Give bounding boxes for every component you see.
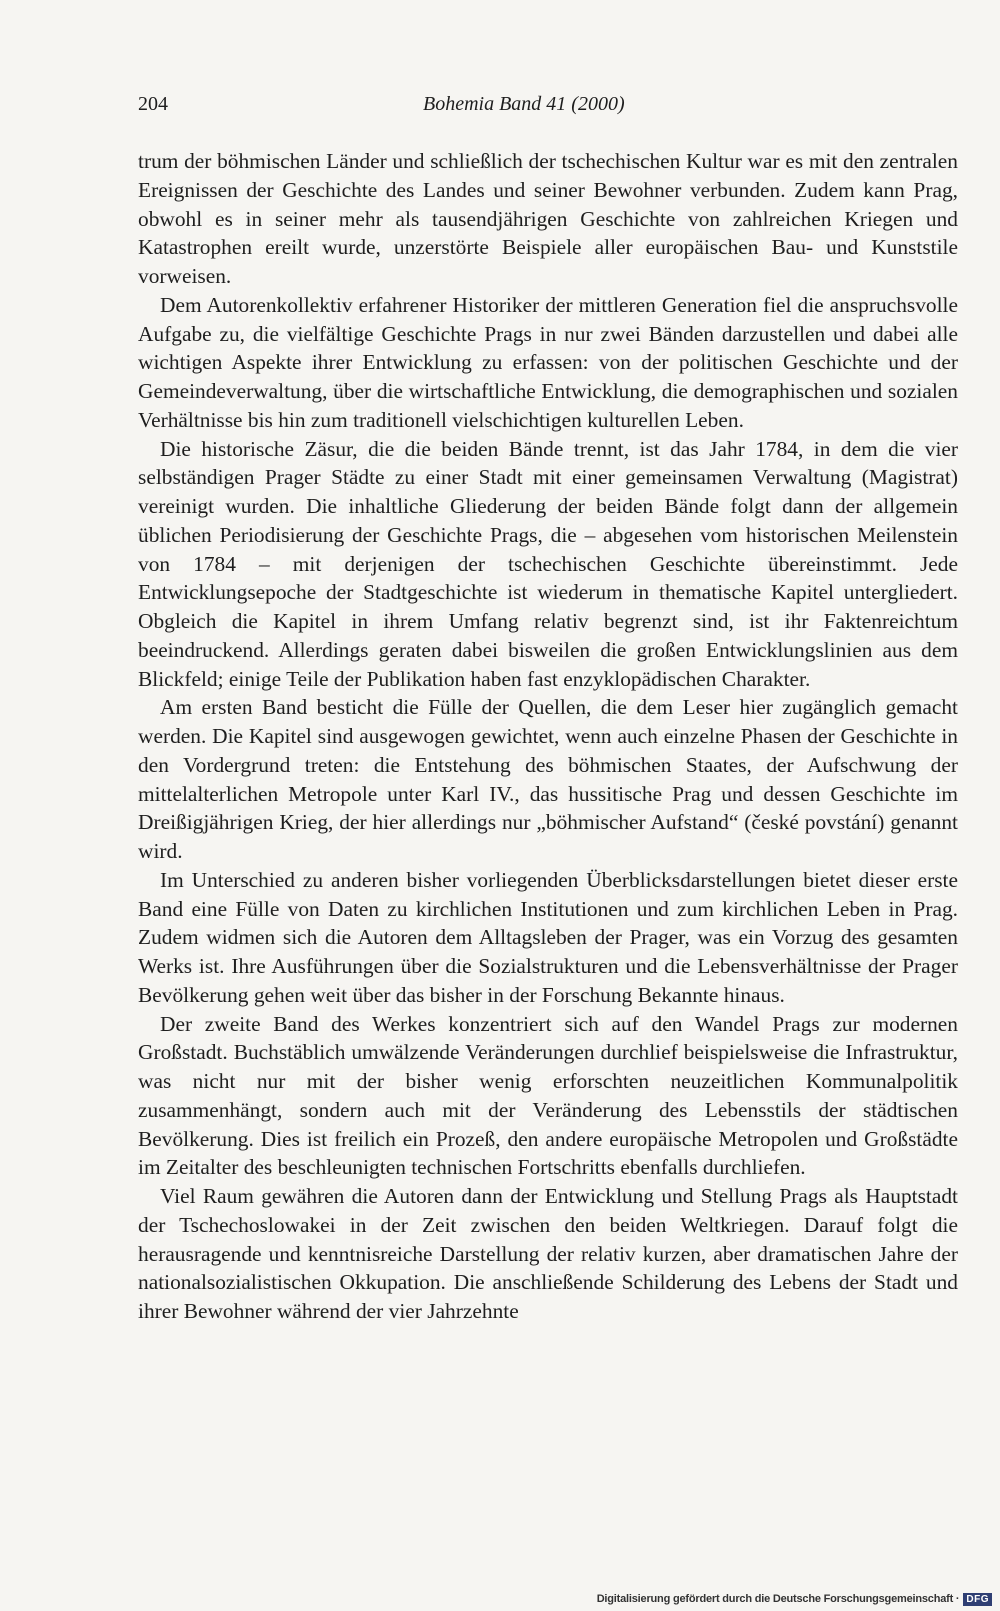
digitization-footer [597, 1590, 992, 1608]
body-text [138, 147, 958, 1326]
paragraph: Am ersten Band besticht die Fülle der Quellen, die dem Leser hier zugänglich gemacht werden. Die Kapitel sind ausgewogen gewichtet, wenn auch einzelne Phasen der Geschichte in den Vordergrund treten: die Entstehung des böhmischen Staates, der Aufschwung der mittelalterlichen Metropole unter Karl IV., das hussitische Prag und dessen Geschichte im Dreißigjährigen Krieg, der hier allerdings nur „böhmischer Aufstand“ (české povstání) genannt wird. [138, 695, 958, 863]
paragraph: Dem Autorenkollektiv erfahrener Historiker der mittleren Generation fiel die anspruchsvolle Aufgabe zu, die vielfältige Geschichte Prags in nur zwei Bänden darzustellen und dabei alle wichtigen Aspekte ihrer Entwicklung zu erfassen: von der politischen Geschichte und der Gemeindeverwaltung, über die wirtschaftliche Entwicklung, die demographischen und sozialen Verhältnisse bis hin zum traditionell vielschichtigen kulturellen Leben. [138, 292, 958, 432]
paragraph: Der zweite Band des Werkes konzentriert sich auf den Wandel Prags zur modernen Großstadt. Buchstäblich umwälzende Veränderungen durchlief beispielsweise die Infrastruktur, was nicht nur mit der bisher wenig erforschten neuzeitlichen Kommunalpolitik zusammenhängt, sondern auch mit der Veränderung des Lebensstils der städtischen Bevölkerung. Dies ist freilich ein Prozeß, den andere europäische Metropolen und Großstädte im Zeitalter des beschleunigten technischen Fortschritts ebenfalls durchliefen. [138, 1011, 958, 1180]
paragraph: Die historische Zäsur, die die beiden Bände trennt, ist das Jahr 1784, in dem die vier selbständigen Prager Städte zu einer Stadt mit einer gemeinsamen Verwaltung (Magistrat) vereinigt wurden. Die inhaltliche Gliederung der beiden Bände folgt dann der allgemein üblichen Periodisierung der Geschichte Prags, die – abgesehen vom historischen Meilenstein von 1784 – mit derjenigen der tschechischen Geschichte übereinstimmt. Jede Entwicklungsepoche der Stadtgeschichte ist wiederum in thematische Kapitel untergliedert. Obgleich die Kapitel in ihrem Umfang relativ begrenzt sind, ist ihr Faktenreichtum beeindruckend. Allerdings geraten dabei bisweilen die großen Entwicklungslinien aus dem Blickfeld; einige Teile der Publikation haben fast enzyklopädischen Charakter. [138, 436, 958, 691]
page-number: 204 [138, 93, 168, 115]
footer-credit: Digitalisierung gefördert durch die Deutsche Forschungsgemeinschaft · [596, 1593, 960, 1605]
dfg-logo: DFG [963, 1593, 992, 1606]
running-header [138, 93, 958, 125]
running-title: Bohemia Band 41 (2000) [423, 93, 625, 115]
paragraph: trum der böhmischen Länder und schließlich der tschechischen Kultur war es mit den zentralen Ereignissen der Geschichte des Landes und seiner Bewohner verbunden. Zudem kann Prag, obwohl es in seiner mehr als tausendjährigen Geschichte von zahlreichen Kriegen und Katastrophen ereilt wurde, unzerstörte Beispiele aller europäischen Bau- und Kunststile vorweisen. [138, 149, 958, 288]
paragraph: Viel Raum gewähren die Autoren dann der Entwicklung und Stellung Prags als Hauptstadt der Tschechoslowakei in der Zeit zwischen den beiden Weltkriegen. Darauf folgt die herausragende und kenntnisreiche Darstellung der relativ kurzen, aber dramatischen Jahre der nationalsozialistischen Okkupation. Die anschließende Schilderung des Lebens der Stadt und ihrer Bewohner während der vier Jahrzehnte [138, 1184, 958, 1323]
paragraph: Im Unterschied zu anderen bisher vorliegenden Überblicksdarstellungen bietet dieser erste Band eine Fülle von Daten zu kirchlichen Institutionen und zum kirchlichen Leben in Prag. Zudem widmen sich die Autoren dem Alltagsleben der Prager, was ein Vorzug des gesamten Werks ist. Ihre Ausführungen über die Sozialstrukturen und die Lebensverhältnisse der Prager Bevölkerung gehen weit über das bisher in der Forschung Bekannte hinaus. [138, 867, 958, 1007]
